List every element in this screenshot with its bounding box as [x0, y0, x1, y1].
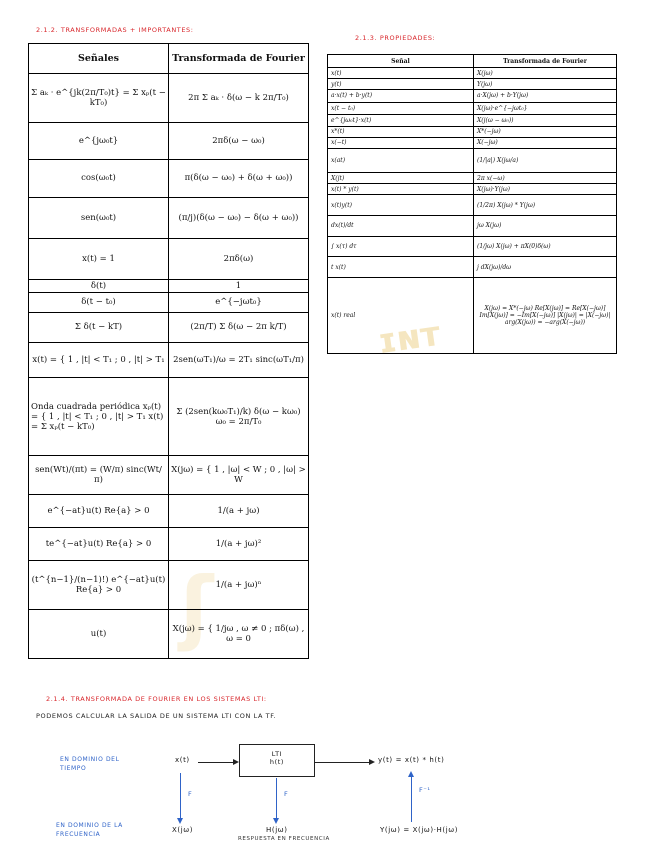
signal-cell: u(t)	[29, 609, 169, 658]
transform-cell: X(−jω)	[474, 137, 617, 148]
system-freq-response: H(jω)	[266, 826, 288, 834]
signal-cell: Σ aₖ · e^{jk(2π/T₀)t} = Σ xₚ(t − kT₀)	[29, 73, 169, 122]
transform-cell: X(jω)·e^{−jωt₀}	[474, 102, 617, 114]
inverse-transform-arrow	[411, 776, 412, 822]
table-row	[29, 73, 309, 122]
signal-cell: e^{jω₀t}	[29, 122, 169, 159]
heading-2-1-2: 2.1.2. TRANSFORMADAS + IMPORTANTES:	[36, 26, 194, 34]
signal-cell: sen(Wt)/(πt) = (W/π) sinc(Wt/π)	[29, 455, 169, 494]
transform-cell: 2π Σ aₖ · δ(ω − k 2π/T₀)	[169, 73, 309, 122]
transform-cell: Y(jω)	[474, 79, 617, 90]
transform-cell: 1/(a + jω)²	[169, 527, 309, 560]
transform-cell: Σ (2sen(kω₀T₁)/k) δ(ω − kω₀) ω₀ = 2π/T₀	[169, 378, 309, 456]
signal-cell: x*(t)	[328, 126, 474, 137]
output-time-signal: y(t) = x(t) * h(t)	[378, 756, 445, 764]
signal-cell: cos(ω₀t)	[29, 159, 169, 197]
transform-cell: (2π/T) Σ δ(ω − 2π k/T)	[169, 312, 309, 343]
signal-cell: e^{jω₀t}·x(t)	[328, 114, 474, 126]
table-row	[29, 279, 309, 292]
table-row	[328, 90, 617, 102]
properties-table	[327, 54, 617, 354]
transform-cell: X(jω) = X*(−jω) Re[X(jω)] = Re[X(−jω)] Im[X(jω)] = −Im[X(−jω)] |X(jω)| = |X(−jω)| arg(X(jω)) = −arg(X(−jω))	[474, 278, 617, 354]
arrow-head-icon	[273, 818, 279, 824]
input-freq-signal: X(jω)	[172, 826, 194, 834]
transform-cell: X(jω) = { 1/jω , ω ≠ 0 ; πδ(ω) , ω = 0	[169, 609, 309, 658]
output-freq-signal: Y(jω) = X(jω)·H(jω)	[380, 826, 459, 834]
signal-cell: t x(t)	[328, 257, 474, 278]
transform-cell: X(jω)	[474, 68, 617, 79]
forward-transform-label: F	[188, 790, 193, 798]
table-header-row	[29, 44, 309, 74]
transform-cell: X(jω)·Y(jω)	[474, 184, 617, 195]
table-row	[328, 236, 617, 257]
table-row	[29, 609, 309, 658]
block-impulse-response: h(t)	[269, 758, 285, 766]
signal-cell: x(t − t₀)	[328, 102, 474, 114]
table-row	[328, 102, 617, 114]
table-row	[29, 527, 309, 560]
transform-cell: X(j(ω − ω₀))	[474, 114, 617, 126]
table-row	[328, 184, 617, 195]
header-cell: Señal	[328, 55, 474, 68]
table-row	[29, 455, 309, 494]
input-time-signal: x(t)	[175, 756, 190, 764]
table-row	[29, 343, 309, 378]
signal-cell: dx(t)/dt	[328, 215, 474, 236]
transform-cell: X(jω) = { 1 , |ω| < W ; 0 , |ω| > W	[169, 455, 309, 494]
table-row	[328, 195, 617, 216]
signal-cell: sen(ω₀t)	[29, 197, 169, 238]
heading-2-1-3: 2.1.3. PROPIEDADES:	[355, 34, 436, 42]
forward-transform-arrow	[276, 778, 277, 819]
transform-cell: (1/|a|) X(jω/a)	[474, 148, 617, 172]
transform-cell: 2π x(−ω)	[474, 173, 617, 184]
signal-cell: e^{−at}u(t) Re{a} > 0	[29, 494, 169, 527]
transform-cell: j dX(jω)/dω	[474, 257, 617, 278]
transforms-table	[28, 43, 309, 659]
time-domain-label: EN DOMINIO DEL TIEMPO	[60, 756, 120, 772]
table-row	[328, 137, 617, 148]
signal-cell: Σ δ(t − kT)	[29, 312, 169, 343]
input-arrow	[198, 762, 234, 763]
forward-transform-arrow	[180, 773, 181, 819]
signal-cell: x(t)	[328, 68, 474, 79]
signal-cell: x(t)y(t)	[328, 195, 474, 216]
signal-cell: δ(t − t₀)	[29, 293, 169, 312]
table-row	[328, 257, 617, 278]
signal-cell: a·x(t) + b·y(t)	[328, 90, 474, 102]
signal-cell: y(t)	[328, 79, 474, 90]
transform-cell: 1/(a + jω)ⁿ	[169, 560, 309, 609]
lti-system-block	[239, 744, 315, 777]
header-cell: Transformada de Fourier	[169, 44, 309, 74]
transform-cell: 1/(a + jω)	[169, 494, 309, 527]
signal-cell: x(t) = 1	[29, 238, 169, 279]
signal-cell: (t^{n−1}/(n−1)!) e^{−at}u(t) Re{a} > 0	[29, 560, 169, 609]
table-row	[328, 114, 617, 126]
signal-cell: X(jt)	[328, 173, 474, 184]
output-arrow	[314, 762, 370, 763]
transform-cell: jω X(jω)	[474, 215, 617, 236]
transform-cell: e^{−jωt₀}	[169, 293, 309, 312]
signal-cell: te^{−at}u(t) Re{a} > 0	[29, 527, 169, 560]
table-row	[328, 126, 617, 137]
table-row	[29, 293, 309, 312]
table-row	[29, 560, 309, 609]
section-intro: PODEMOS CALCULAR LA SALIDA DE UN SISTEMA LTI CON LA TF.	[36, 712, 277, 720]
header-cell: Transformada de Fourier	[474, 55, 617, 68]
signal-cell: x(t) * y(t)	[328, 184, 474, 195]
transform-cell: (1/2π) X(jω) * Y(jω)	[474, 195, 617, 216]
table-row	[29, 378, 309, 456]
forward-transform-label: F	[284, 790, 289, 798]
table-row	[29, 312, 309, 343]
table-row	[29, 122, 309, 159]
inverse-transform-label: F⁻¹	[419, 786, 431, 794]
freq-domain-label: EN DOMINIO DE LA FRECUENCIA	[56, 822, 123, 838]
freq-response-label: RESPUESTA EN FRECUENCIA	[238, 836, 330, 842]
arrow-head-icon	[369, 759, 375, 765]
block-label: LTI	[271, 750, 283, 758]
transform-cell: 1	[169, 279, 309, 292]
watermark: ʃ	[180, 560, 214, 653]
transform-cell: 2πδ(ω − ω₀)	[169, 122, 309, 159]
signal-cell: x(at)	[328, 148, 474, 172]
transform-cell: π(δ(ω − ω₀) + δ(ω + ω₀))	[169, 159, 309, 197]
table-row	[328, 278, 617, 354]
signal-cell: ∫ x(τ) dτ	[328, 236, 474, 257]
transform-cell: X*(−jω)	[474, 126, 617, 137]
transform-cell: 2sen(ωT₁)/ω = 2T₁ sinc(ωT₁/π)	[169, 343, 309, 378]
signal-cell: x(−t)	[328, 137, 474, 148]
table-row	[29, 494, 309, 527]
table-header-row	[328, 55, 617, 68]
signal-cell: x(t) = { 1 , |t| < T₁ ; 0 , |t| > T₁	[29, 343, 169, 378]
signal-cell: x(t) real	[328, 278, 474, 354]
table-row	[29, 238, 309, 279]
arrow-head-icon	[177, 818, 183, 824]
transform-cell: (π/j)(δ(ω − ω₀) − δ(ω + ω₀))	[169, 197, 309, 238]
transform-cell: (1/jω) X(jω) + πX(0)δ(ω)	[474, 236, 617, 257]
table-row	[328, 173, 617, 184]
table-row	[328, 68, 617, 79]
heading-2-1-4: 2.1.4. TRANSFORMADA DE FOURIER EN LOS SISTEMAS LTI:	[46, 695, 267, 703]
signal-cell: δ(t)	[29, 279, 169, 292]
table-row	[29, 159, 309, 197]
header-cell: Señales	[29, 44, 169, 74]
table-row	[328, 148, 617, 172]
table-row	[328, 215, 617, 236]
watermark: ɪɴᴛ	[375, 313, 443, 363]
transform-cell: 2πδ(ω)	[169, 238, 309, 279]
table-row	[29, 197, 309, 238]
transform-cell: a·X(jω) + b·Y(jω)	[474, 90, 617, 102]
table-row	[328, 79, 617, 90]
signal-cell: Onda cuadrada periódica xₚ(t) = { 1 , |t| < T₁ ; 0 , |t| > T₁ x(t) = Σ xₚ(t − kT₀)	[29, 378, 169, 456]
